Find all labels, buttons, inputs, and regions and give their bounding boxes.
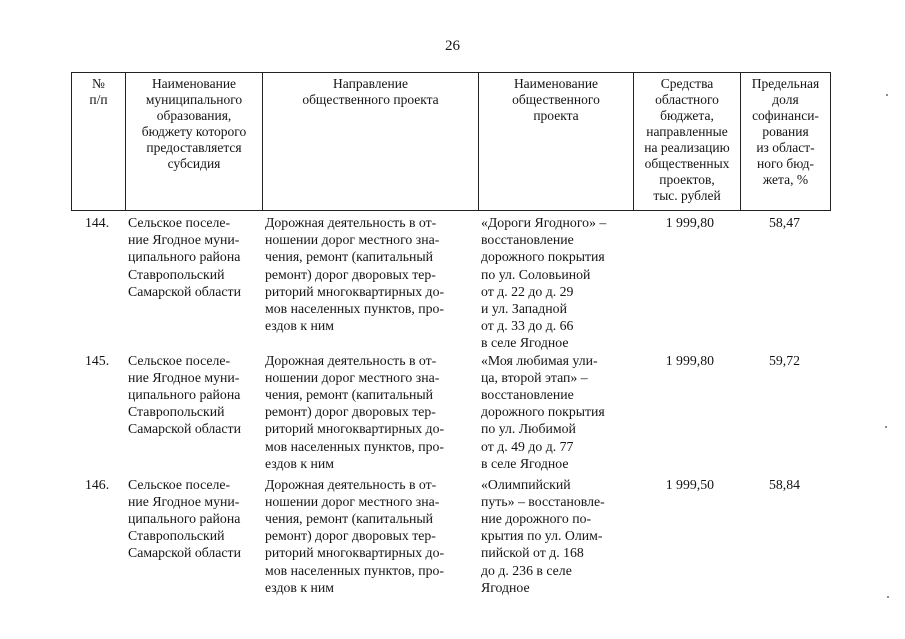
page-number: 26: [445, 38, 460, 54]
header-number: № п/п: [72, 73, 126, 211]
table-row: [71, 476, 830, 596]
direction-cell: Дорожная деятельность в от- ношении дорог местного зна- чения, ремонт (капитальный ремонт) дорог дворовых тер- риторий многоквартирных до- мов населенных пунктов, про- ездов к ним: [265, 215, 445, 334]
share-cell: 58,84: [768, 476, 800, 492]
funds-cell: 1 999,50: [665, 476, 714, 492]
direction-cell: Дорожная деятельность в от- ношении дорог местного зна- чения, ремонт (капитальный ремонт) дорог дворовых тер- риторий многоквартирных до- мов населенных пунктов, про- ездов к ним: [265, 352, 445, 471]
header-project: Наименование общественного проекта: [479, 73, 634, 211]
municipality-cell: Сельское поселе- ние Ягодное муни- ципального района Ставропольский Самарской области: [128, 215, 241, 299]
scan-speck: [885, 426, 887, 428]
table-body: [71, 214, 830, 596]
header-direction: Направление общественного проекта: [263, 73, 479, 211]
direction-cell: Дорожная деятельность в от- ношении дорог местного зна- чения, ремонт (капитальный ремонт) дорог дворовых тер- риторий многоквартирных до- мов населенных пунктов, про- ездов к ним: [265, 476, 445, 595]
row-number: 145.: [85, 352, 110, 368]
share-cell: 58,47: [768, 215, 800, 230]
table-row: [71, 214, 830, 352]
header-funds: Средства областного бюджета, направленные на реализацию общественных проектов, тыс. рублей: [634, 73, 741, 211]
scan-speck: [886, 94, 888, 96]
scan-speck: [887, 596, 889, 598]
project-name-cell: «Моя любимая ули- ца, второй этап» – восстановление дорожного покрытия по ул. Любимой от д. 49 до д. 77 в селе Ягодное: [481, 352, 605, 471]
table-header: [71, 72, 831, 211]
funds-cell: 1 999,80: [665, 352, 714, 368]
share-cell: 59,72: [768, 352, 800, 368]
row-number: 144.: [85, 215, 110, 230]
header-share: Предельная доля софинанси- рования из област- ного бюд- жета, %: [741, 73, 831, 211]
table-row: [71, 352, 830, 476]
row-number: 146.: [85, 476, 110, 492]
project-name-cell: «Дороги Ягодного» – восстановление дорожного покрытия по ул. Соловьиной от д. 22 до д. 29 и ул. Западной от д. 33 до д. 66 в селе Ягодное: [481, 215, 607, 351]
municipality-cell: Сельское поселе- ние Ягодное муни- ципального района Ставропольский Самарской области: [128, 476, 241, 561]
funds-cell: 1 999,80: [665, 215, 714, 230]
project-name-cell: «Олимпийский путь» – восстановле- ние дорожного по- крытия по ул. Олим- пийской от д. 168 до д. 236 в селе Ягодное: [481, 476, 605, 595]
header-municipality: Наименование муниципального образования, бюджету которого предоставляется субсидия: [126, 73, 263, 211]
municipality-cell: Сельское поселе- ние Ягодное муни- ципального района Ставропольский Самарской области: [128, 352, 241, 437]
